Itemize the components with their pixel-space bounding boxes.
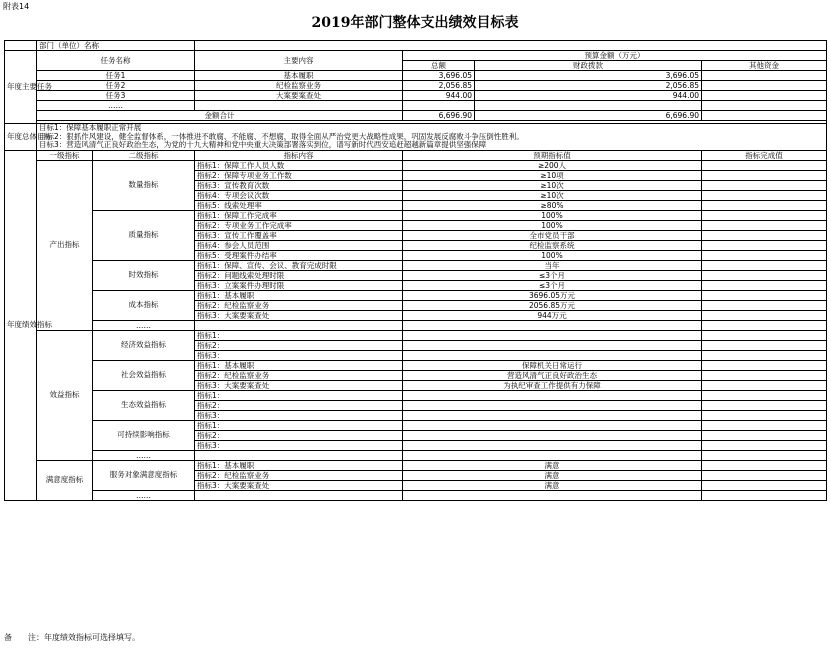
task-sum-row: [5, 111, 827, 121]
sum-other[interactable]: [702, 111, 827, 121]
task-other[interactable]: [702, 101, 827, 111]
indicator-done[interactable]: [702, 290, 827, 300]
task-other[interactable]: [702, 91, 827, 101]
indicator-content: 指标1：基本履职: [195, 290, 403, 300]
sustainable-indicators-label: 可持续影响指标: [93, 420, 195, 450]
task-other[interactable]: [702, 71, 827, 81]
indicator-ellipsis-row: [5, 450, 827, 460]
completed-value-header: 指标完成值: [702, 150, 827, 160]
indicator-content: 指标3：: [195, 440, 403, 450]
indicator-done[interactable]: [702, 420, 827, 430]
indicator-content: 指标4：专项会议次数: [195, 190, 403, 200]
indicator-expected: ≥10次: [403, 190, 702, 200]
indicator-content: 指标5：线索处理率: [195, 200, 403, 210]
indicator-content: 指标3：立案案件办理时限: [195, 280, 403, 290]
indicator-ellipsis-row: [5, 490, 827, 500]
indicator-content: 指标3：: [195, 410, 403, 420]
indicator-content: 指标3：大案要案查处: [195, 380, 403, 390]
level2-header: 二级指标: [93, 150, 195, 160]
goals-row: [5, 124, 827, 151]
indicator-expected: 满意: [403, 480, 702, 490]
goals-section-label: 年度总体目标: [5, 124, 37, 151]
indicator-done[interactable]: [702, 310, 827, 320]
indicator-expected[interactable]: [403, 420, 702, 430]
indicator-content: 指标3：大案要案查处: [195, 310, 403, 320]
goal-line: 目标2：狠抓作风建设，健全监督体系，一体推进不敢腐、不能腐、不想腐，取得全面从严治党更大战略性成果，巩固发展反腐败斗争压倒性胜利。: [39, 131, 524, 141]
task-total: 3,696.05: [403, 71, 475, 81]
indicator-done[interactable]: [702, 480, 827, 490]
task-other[interactable]: [702, 81, 827, 91]
indicator-done[interactable]: [702, 240, 827, 250]
task-content-header: 主要内容: [195, 51, 403, 71]
indicator-expected: ≥10次: [403, 180, 702, 190]
indicator-content: 指标1：基本履职: [195, 360, 403, 370]
indicator-done[interactable]: [702, 330, 827, 340]
indicator-done[interactable]: [702, 390, 827, 400]
indicator-done[interactable]: [702, 210, 827, 220]
task-name: 任务1: [37, 71, 195, 81]
indicator-row: [5, 160, 827, 170]
task-fiscal: 2,056.85: [475, 81, 702, 91]
budget-header: 预算金额（万元）: [403, 51, 827, 61]
indicator-content: 指标3：: [195, 350, 403, 360]
task-content: 基本履职: [195, 71, 403, 81]
indicator-expected[interactable]: [403, 390, 702, 400]
goal-line: 目标1：保障基本履职正常开展: [39, 123, 142, 132]
indicator-done[interactable]: [702, 350, 827, 360]
indicator-content: 指标1：保障、宣传、会议、教育完成时限: [195, 260, 403, 270]
tasks-section-label: 年度主要任务: [5, 51, 37, 124]
indicator-done[interactable]: [702, 180, 827, 190]
indicator-content: 指标2：纪检监察业务: [195, 300, 403, 310]
indicator-row: [5, 260, 827, 270]
economic-indicators-label: 经济效益指标: [93, 330, 195, 360]
indicator-content: 指标1：: [195, 330, 403, 340]
indicator-row: [5, 390, 827, 400]
indicator-content: 指标2：问题线索处理时限: [195, 270, 403, 280]
performance-table: [4, 40, 827, 501]
indicator-row: [5, 330, 827, 340]
task-total: 944.00: [403, 91, 475, 101]
task-name: 任务2: [37, 81, 195, 91]
indicator-content: 指标3：宣传工作覆盖率: [195, 230, 403, 240]
indicator-content: 指标1：: [195, 420, 403, 430]
indicator-content: 指标2：: [195, 430, 403, 440]
indicators-section-label: 年度绩效指标: [5, 150, 37, 500]
task-name: 任务3: [37, 91, 195, 101]
task-row: [5, 101, 827, 111]
task-fiscal: 944.00: [475, 91, 702, 101]
indicator-done[interactable]: [702, 470, 827, 480]
indicator-expected[interactable]: [403, 400, 702, 410]
indicator-content: 指标3：宣传教育次数: [195, 180, 403, 190]
indicator-expected[interactable]: [403, 330, 702, 340]
indicator-expected: 3696.05万元: [403, 290, 702, 300]
indicator-expected: 营造风清气正良好政治生态: [403, 370, 702, 380]
indicator-content: 指标1：: [195, 390, 403, 400]
indicator-content: 指标5：受理案件办结率: [195, 250, 403, 260]
tasks-header-row: [5, 51, 827, 61]
dept-label: 部门（单位）名称: [37, 41, 195, 51]
indicator-row: [5, 420, 827, 430]
fiscal-header: 财政拨款: [475, 61, 702, 71]
indicator-done[interactable]: [702, 340, 827, 350]
task-content: 纪检监察业务: [195, 81, 403, 91]
indicator-content: 指标2：: [195, 400, 403, 410]
indicator-done[interactable]: [702, 410, 827, 420]
task-content[interactable]: [195, 101, 403, 111]
goals-text: [37, 124, 827, 151]
footnote: 备 注：年度绩效指标可选择填写。: [4, 633, 140, 642]
indicator-expected[interactable]: [403, 440, 702, 450]
indicator-content: 指标2：专项业务工作完成率: [195, 220, 403, 230]
indicator-expected[interactable]: [403, 430, 702, 440]
indicator-done[interactable]: [702, 170, 827, 180]
indicator-ellipsis-row: [5, 320, 827, 330]
indicator-content: 指标2：: [195, 340, 403, 350]
indicators-header-row: [5, 150, 827, 160]
task-row: [5, 91, 827, 101]
indicator-done[interactable]: [702, 380, 827, 390]
indicator-row: [5, 360, 827, 370]
indicator-done[interactable]: [702, 200, 827, 210]
indicator-content: 指标2：保障专项业务工作数: [195, 170, 403, 180]
indicator-expected: 纪检监察系统: [403, 240, 702, 250]
dept-value[interactable]: [195, 41, 827, 51]
indicator-expected[interactable]: [403, 410, 702, 420]
benefit-indicators-label: 效益指标: [37, 330, 93, 460]
indicator-done[interactable]: [702, 440, 827, 450]
indicator-row: [5, 290, 827, 300]
indicator-expected: 100%: [403, 250, 702, 260]
indicator-done[interactable]: [702, 270, 827, 280]
sum-total: 6,696.90: [403, 111, 475, 121]
benefit-ellipsis: ……: [93, 450, 195, 460]
quantity-indicators-label: 数量指标: [93, 160, 195, 210]
indicator-expected: 944万元: [403, 310, 702, 320]
indicator-content: 指标1：保障工作完成率: [195, 210, 403, 220]
indicator-expected: 2056.85万元: [403, 300, 702, 310]
indicator-content: 指标4：参会人员范围: [195, 240, 403, 250]
task-fiscal: 3,696.05: [475, 71, 702, 81]
social-indicators-label: 社会效益指标: [93, 360, 195, 390]
indicator-done[interactable]: [702, 360, 827, 370]
task-content: 大案要案查处: [195, 91, 403, 101]
task-fiscal[interactable]: [475, 101, 702, 111]
service-satisfaction-label: 服务对象满意度指标: [93, 460, 195, 490]
level1-header: 一级指标: [37, 150, 93, 160]
satisfaction-indicators-label: 满意度指标: [37, 460, 93, 500]
indicator-done[interactable]: [702, 250, 827, 260]
task-row: [5, 71, 827, 81]
indicator-done[interactable]: [702, 230, 827, 240]
indicator-expected: ≥200人: [403, 160, 702, 170]
indicator-content: 指标1：保障工作人员人数: [195, 160, 403, 170]
indicator-expected[interactable]: [403, 350, 702, 360]
indicator-content: 指标1：基本履职: [195, 460, 403, 470]
indicator-done[interactable]: [702, 300, 827, 310]
timeliness-indicators-label: 时效指标: [93, 260, 195, 290]
ecological-indicators-label: 生态效益指标: [93, 390, 195, 420]
attachment-label: 附表14: [3, 2, 30, 11]
sum-label: 金额合计: [37, 111, 403, 121]
task-row: [5, 81, 827, 91]
indicator-expected: 满意: [403, 470, 702, 480]
expected-value-header: 预期指标值: [403, 150, 702, 160]
indicator-row: [5, 460, 827, 470]
indicator-row: [5, 210, 827, 220]
indicator-done[interactable]: [702, 160, 827, 170]
task-total[interactable]: [403, 101, 475, 111]
sum-fiscal: 6,696.90: [475, 111, 702, 121]
indicator-content: 指标2：纪检监察业务: [195, 370, 403, 380]
task-name: ……: [37, 101, 195, 111]
indicator-expected: 为执纪审查工作提供有力保障: [403, 380, 702, 390]
indicator-expected: ≤3个月: [403, 280, 702, 290]
indicator-done[interactable]: [702, 280, 827, 290]
indicator-expected: 全市党员干部: [403, 230, 702, 240]
indicator-expected: 100%: [403, 220, 702, 230]
indicator-done[interactable]: [702, 400, 827, 410]
indicator-expected: 保障机关日常运行: [403, 360, 702, 370]
indicator-done[interactable]: [702, 460, 827, 470]
indicator-expected: 当年: [403, 260, 702, 270]
other-header: 其他资金: [702, 61, 827, 71]
indicator-done[interactable]: [702, 220, 827, 230]
indicator-expected: ≥10项: [403, 170, 702, 180]
indicator-expected: 满意: [403, 460, 702, 470]
indicator-content: 指标2：纪检监察业务: [195, 470, 403, 480]
total-header: 总额: [403, 61, 475, 71]
cost-indicators-label: 成本指标: [93, 290, 195, 320]
indicator-expected: ≤3个月: [403, 270, 702, 280]
indicator-content-header: 指标内容: [195, 150, 403, 160]
goal-line: 目标3：营造风清气正良好政治生态，为党的十九大精神和党中央重大决策部署落实到位，谱写新时代西安追赶超越新篇章提供坚强保障: [39, 140, 487, 150]
indicator-expected[interactable]: [403, 340, 702, 350]
satisfaction-ellipsis: ……: [93, 490, 195, 500]
indicator-done[interactable]: [702, 370, 827, 380]
indicator-done[interactable]: [702, 190, 827, 200]
task-total: 2,056.85: [403, 81, 475, 91]
page-title: 2019年部门整体支出绩效目标表: [311, 15, 519, 31]
output-indicators-label: 产出指标: [37, 160, 93, 330]
indicator-expected: ≥80%: [403, 200, 702, 210]
output-ellipsis: ……: [93, 320, 195, 330]
indicator-expected: 100%: [403, 210, 702, 220]
indicator-content: 指标3：大案要案查处: [195, 480, 403, 490]
indicator-done[interactable]: [702, 430, 827, 440]
indicator-done[interactable]: [702, 260, 827, 270]
quality-indicators-label: 质量指标: [93, 210, 195, 260]
task-name-header: 任务名称: [37, 51, 195, 71]
dept-row: [5, 41, 827, 51]
